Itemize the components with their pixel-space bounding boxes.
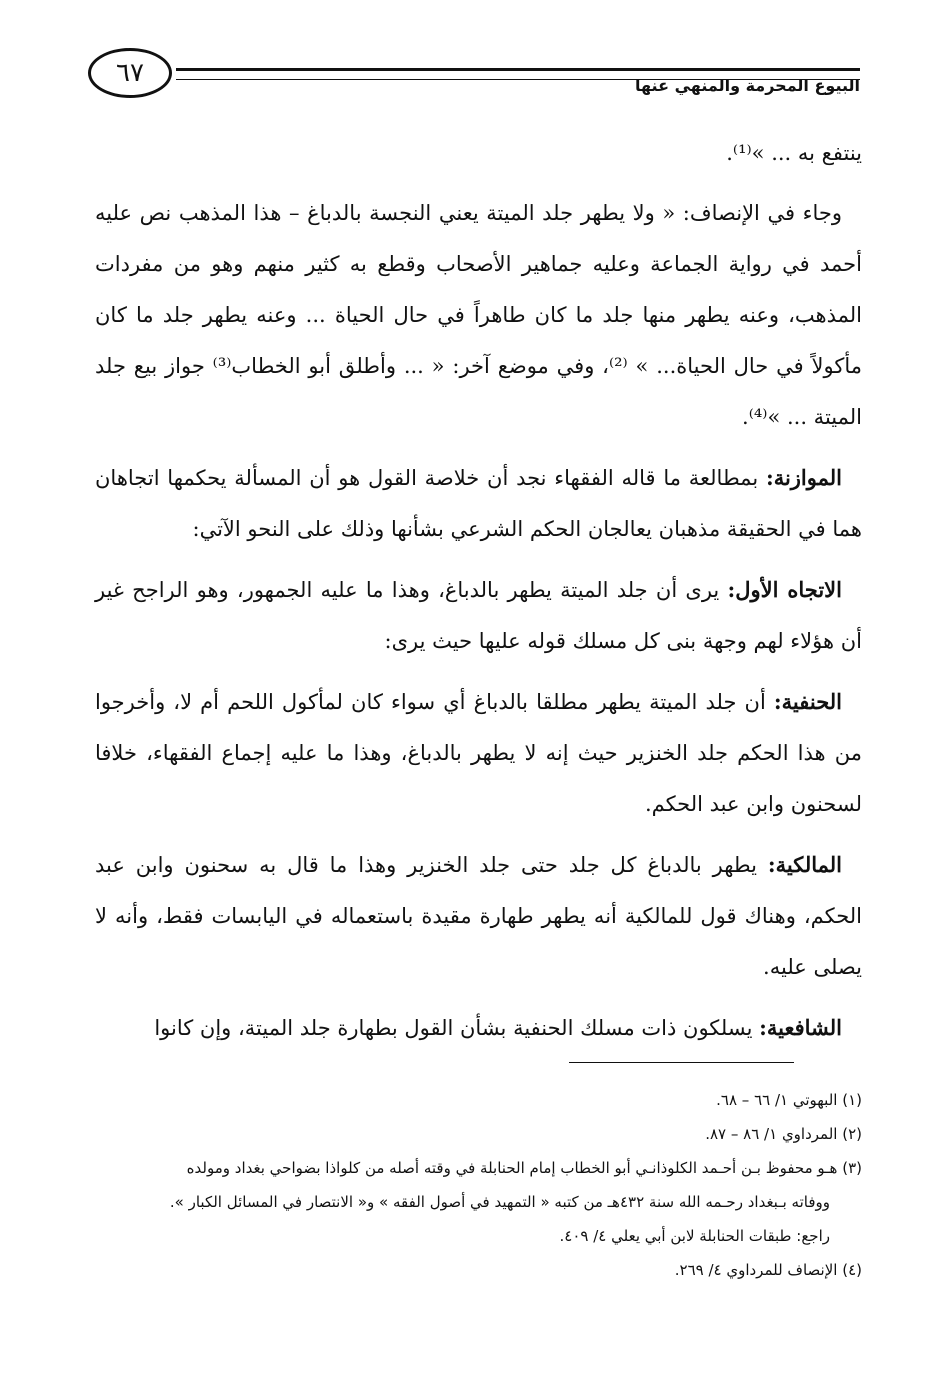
- footnote-3-reference: راجع: طبقات الحنابلة لابن أبي يعلي ٤/ ٤٠٩.: [559, 1227, 830, 1245]
- running-title: البيوع المحرمة والمنهي عنها: [634, 76, 860, 95]
- page-number: ٦٧: [116, 58, 144, 88]
- paragraph-2: وجاء في الإنصاف: « ولا يطهر جلد الميتة يعني النجسة بالدباغ – هذا المذهب نص عليه أحمد في رواية الجماعة وعليه جماهير الأصحاب وقطع به كثير منهم وهو من مفردات المذهب، وعنه يطهر منها جلد ما كان طاهراً في حال الحياة ... وعنه يطهر جلد ما كان مأكولاً في حال الحياة... » ⁽²⁾، وفي موضع آخر: « ... وأطلق أبو الخطاب⁽³⁾ جواز بيع جلد الميتة ... »⁽⁴⁾.: [95, 201, 862, 429]
- paragraph-5-text: أن جلد الميتة يطهر مطلقا بالدباغ أي سواء كان لمأكول اللحم أم لا، وأخرجوا من هذا الحكم جلد الخنزير حيث إنه لا يطهر بالدباغ، وهذا ما عليه إجماع الفقهاء، خلافا لسحنون وابن عبد الحكم.: [95, 690, 862, 816]
- footnote-separator: [569, 1062, 794, 1063]
- paragraph-3-text: بمطالعة ما قاله الفقهاء نجد أن خلاصة القول هو أن المسألة يحكمها اتجاهان هما في الحقيقة مذهبان يعالجان الحكم الشرعي بشأنها وذلك على النحو الآتي:: [95, 466, 862, 541]
- footnote-2: (٢) المرداوي ١/ ٨٦ – ٨٧.: [705, 1125, 862, 1143]
- page-header: [88, 40, 860, 110]
- paragraph-6-text: يطهر بالدباغ كل جلد حتى جلد الخنزير وهذا ما قال به سحنون وابن عبد الحكم، وهناك قول للمالكية أنه يطهر طهارة مقيدة باستعماله في اليابسات فقط، وأنه لا يصلى عليه.: [95, 853, 862, 979]
- page-number-badge: [88, 48, 172, 98]
- main-text: [95, 128, 862, 1063]
- footnote-3: (٣) هـو محفوظ بـن أحـمد الكلوذانـي أبو الخطاب إمام الحنابلة في وقته أصله من كلواذا بضواحي بغداد ومولده: [186, 1159, 862, 1177]
- paragraph-3: [95, 452, 862, 555]
- footnote-1: (١) البهوتي ١/ ٦٦ – ٦٨.: [716, 1091, 862, 1109]
- paragraph-4: [95, 564, 862, 667]
- footnote-4: (٤) الإنصاف للمرداوي ٤/ ٢٦٩.: [674, 1261, 862, 1279]
- paragraph-7-lead: الشافعية:: [759, 1015, 842, 1040]
- paragraph-7: [95, 1002, 862, 1054]
- paragraph-6: [95, 839, 862, 993]
- paragraph-6-lead: المالكية:: [767, 852, 842, 877]
- paragraph-3-lead: الموازنة:: [765, 465, 842, 490]
- paragraph-5-lead: الحنفية:: [773, 689, 842, 714]
- paragraph-5: [95, 676, 862, 830]
- paragraph-1: ينتفع به ... »⁽¹⁾.: [726, 141, 862, 165]
- paragraph-7-text: يسلكون ذات مسلك الحنفية بشأن القول بطهارة جلد الميتة، وإن كانوا: [154, 1016, 760, 1040]
- footnote-3-continued: ووفاته بـبغداد رحـمه الله سنة ٤٣٢هـ من كتبه « التمهيد في أصول الفقه » و« الانتصار في المسائل الكبار ».: [169, 1193, 830, 1211]
- footnotes: [88, 1083, 862, 1287]
- paragraph-4-lead: الاتجاه الأول:: [727, 577, 842, 602]
- paragraph-4-text: يرى أن جلد الميتة يطهر بالدباغ، وهذا ما عليه الجمهور، وهو الراجح غير أن هؤلاء لهم وجهة بنى كل مسلك قوله عليها حيث يرى:: [95, 578, 862, 653]
